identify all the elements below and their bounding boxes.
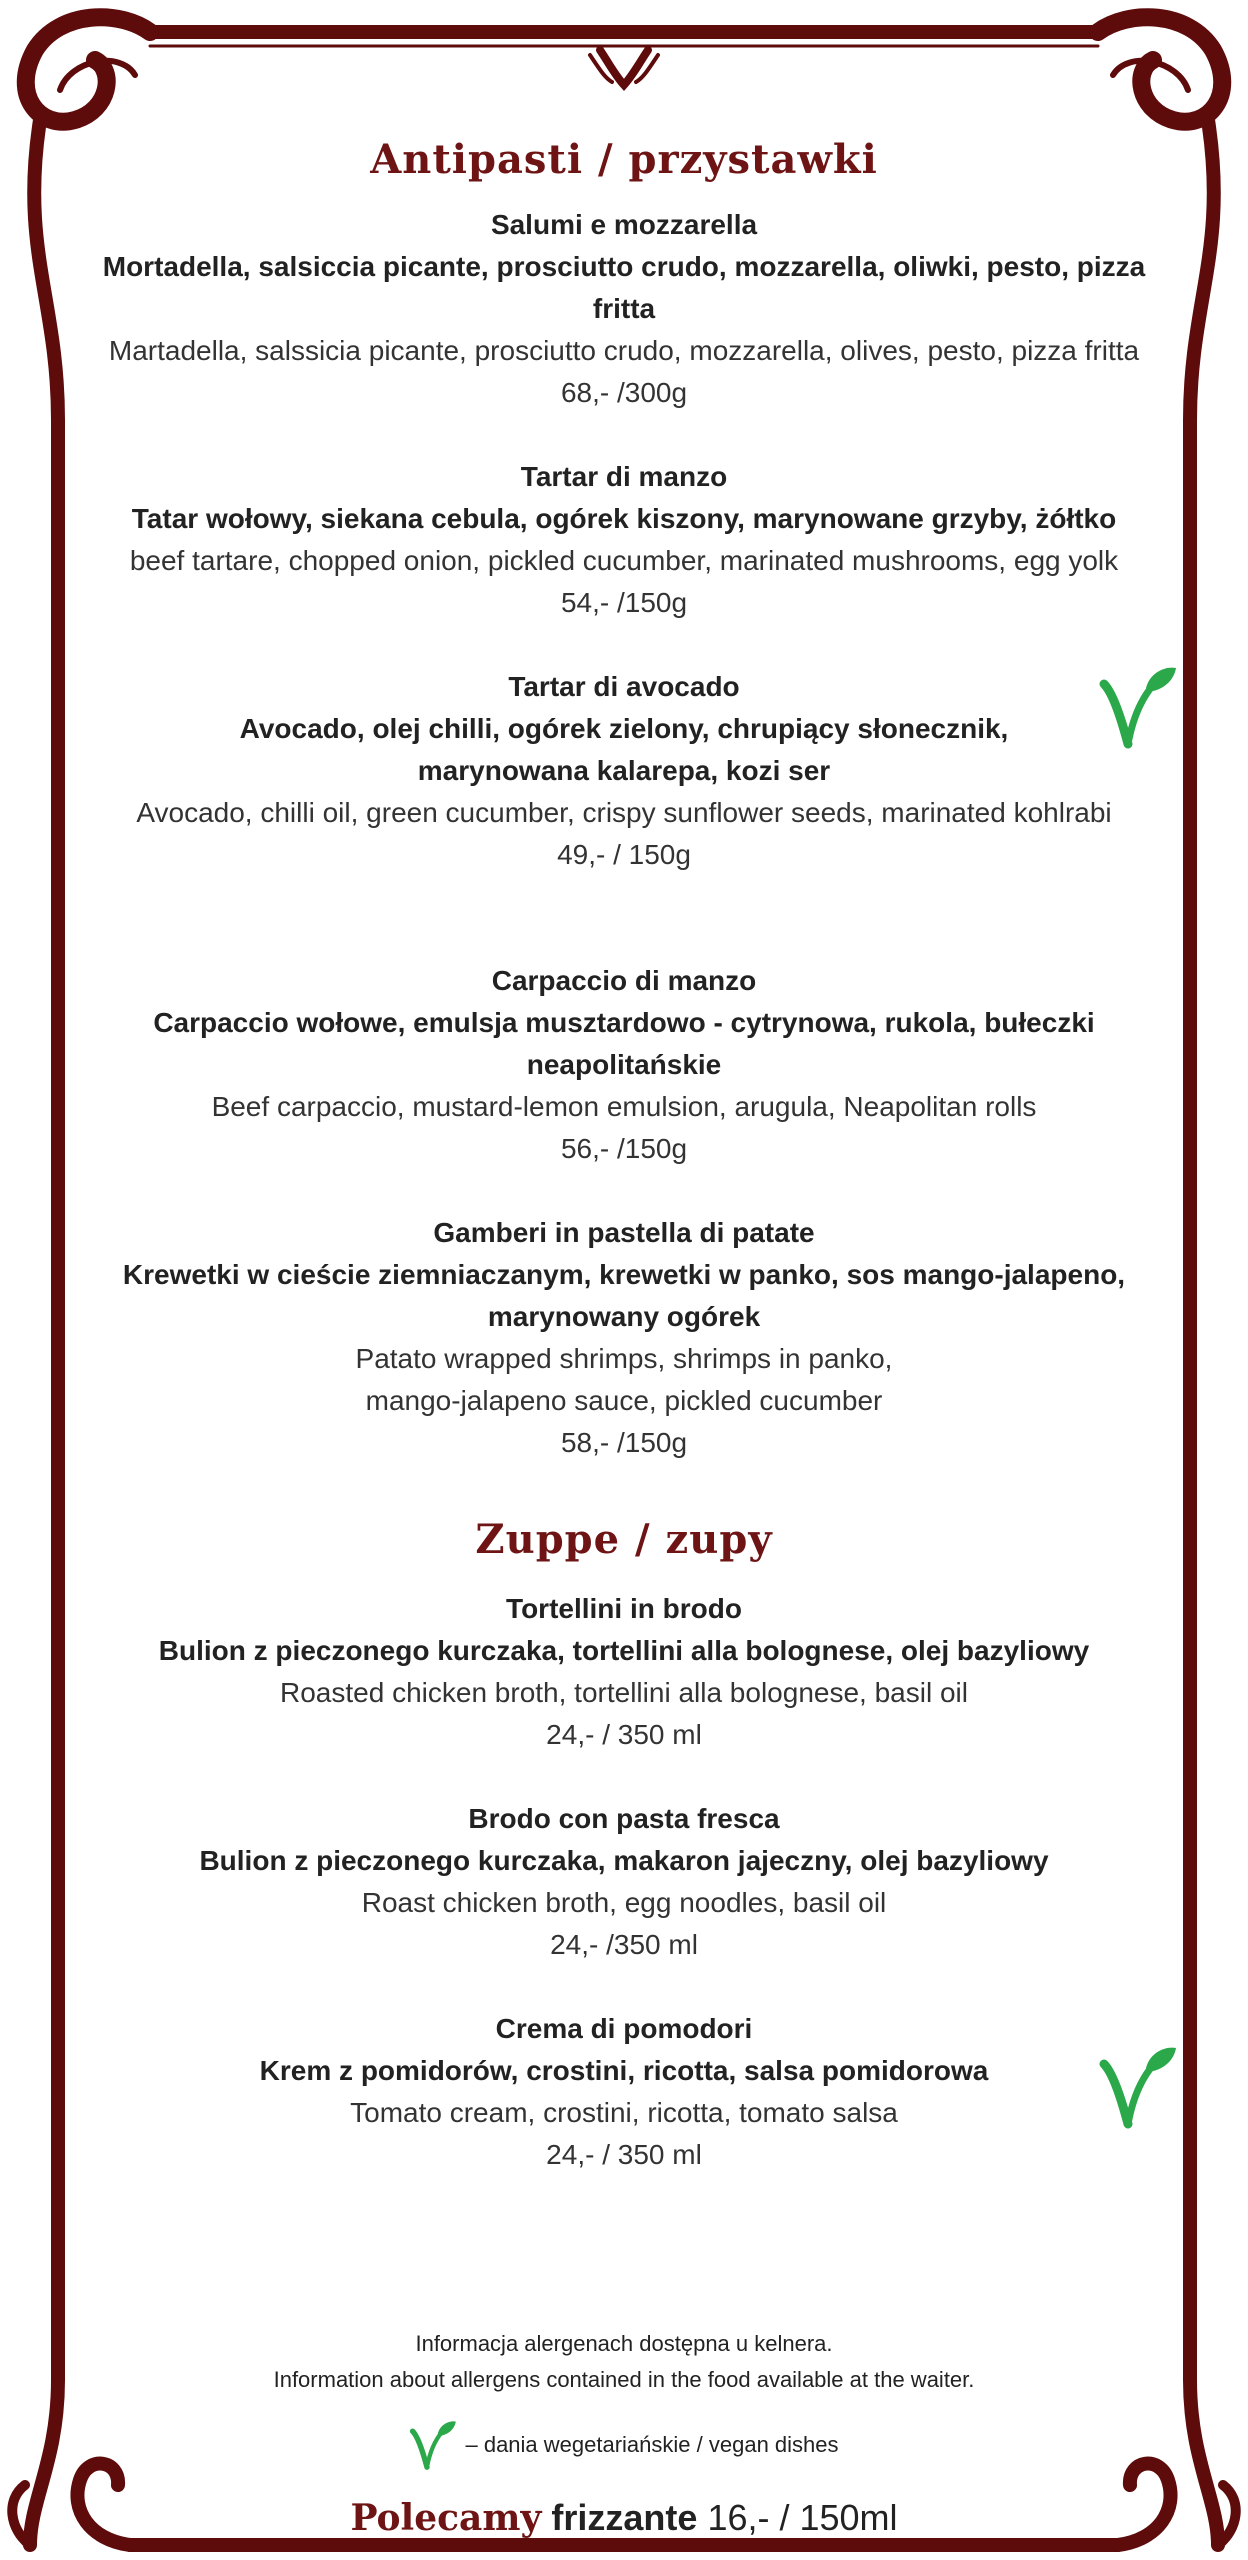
dish-name: Tortellini in brodo — [506, 1593, 742, 1624]
recommend-word: Polecamy — [350, 2497, 542, 2539]
dish-name: Carpaccio di manzo — [491, 965, 757, 996]
dish-salumi-e-mozzarella — [100, 204, 1148, 414]
dish-description-pl: marynowany ogórek — [487, 1301, 761, 1332]
dish-tortellini-in-brodo — [100, 1588, 1148, 1756]
allergen-note-pl: Informacja alergenach dostępna u kelnera. — [415, 2331, 833, 2356]
dish-description-en: beef tartare, chopped onion, pickled cucumber, marinated mushrooms, egg yolk — [129, 545, 1119, 576]
dish-description-en: Avocado, chilli oil, green cucumber, crispy sunflower seeds, marinated kohlrabi — [136, 797, 1112, 828]
dish-name: Tartar di avocado — [508, 671, 740, 702]
dish-carpaccio-di-manzo — [100, 960, 1148, 1170]
dish-description-pl: Bulion z pieczonego kurczaka, tortellini alla bolognese, olej bazyliowy — [158, 1635, 1090, 1666]
dish-gamberi-in-pastella — [100, 1212, 1148, 1464]
recommend-price: 16,- / 150ml — [707, 2497, 898, 2538]
dish-description-en: Beef carpaccio, mustard-lemon emulsion, arugula, Neapolitan rolls — [211, 1091, 1037, 1122]
dish-description-en: Roasted chicken broth, tortellini alla bolognese, basil oil — [280, 1677, 968, 1708]
recommendation — [100, 2494, 1148, 2542]
dish-name: Gamberi in pastella di patate — [433, 1217, 815, 1248]
dish-brodo-con-pasta-fresca — [100, 1798, 1148, 1966]
vegan-leaf-icon — [1098, 2042, 1178, 2132]
dish-description-pl: marynowana kalarepa, kozi ser — [417, 755, 831, 786]
dish-description-en: Tomato cream, crostini, ricotta, tomato salsa — [350, 2097, 898, 2128]
dish-tartar-di-manzo — [100, 456, 1148, 624]
allergen-note-en: Information about allergens contained in the food available at the waiter. — [273, 2367, 975, 2392]
dish-description-pl: Mortadella, salsiccia picante, prosciutto crudo, mozzarella, oliwki, pesto, pizza fritta — [102, 251, 1146, 324]
dish-price: 54,- /150g — [560, 587, 688, 618]
dish-price: 49,- / 150g — [557, 839, 691, 870]
dish-price: 58,- /150g — [560, 1427, 688, 1458]
dish-description-pl: Krewetki w cieście ziemniaczanym, krewetki w panko, sos mango-jalapeno, — [122, 1259, 1126, 1290]
dish-name: Salumi e mozzarella — [490, 209, 758, 240]
section-title-zuppe: Zuppe / zupy — [475, 1516, 773, 1563]
dish-price: 24,- / 350 ml — [546, 1719, 702, 1750]
dish-description-en: mango-jalapeno sauce, pickled cucumber — [365, 1385, 883, 1416]
vegan-legend — [100, 2418, 1148, 2472]
dish-price: 68,- /300g — [560, 377, 688, 408]
dish-description-pl: Tatar wołowy, siekana cebula, ogórek kiszony, marynowane grzyby, żółtko — [131, 503, 1117, 534]
dish-tartar-di-avocado — [100, 666, 1148, 876]
menu-content — [100, 130, 1148, 2542]
dish-description-en: Martadella, salssicia picante, prosciutto crudo, mozzarella, olives, pesto, pizza fritta — [108, 335, 1140, 366]
vegan-leaf-icon — [1098, 662, 1178, 752]
dish-crema-di-pomodori — [100, 2008, 1148, 2176]
dish-price: 24,- /350 ml — [550, 1929, 698, 1960]
recommend-item: frizzante — [551, 2497, 698, 2538]
dish-description-pl: Krem z pomidorów, crostini, ricotta, salsa pomidorowa — [259, 2055, 989, 2086]
dish-name: Tartar di manzo — [520, 461, 728, 492]
dish-name: Crema di pomodori — [495, 2013, 753, 2044]
vegan-leaf-icon — [409, 2418, 457, 2472]
dish-description-en: Roast chicken broth, egg noodles, basil oil — [361, 1887, 887, 1918]
dish-name: Brodo con pasta fresca — [468, 1803, 780, 1834]
dish-price: 56,- /150g — [560, 1133, 688, 1164]
dish-description-en: Patato wrapped shrimps, shrimps in panko, — [355, 1343, 893, 1374]
dish-price: 24,- / 350 ml — [546, 2139, 702, 2170]
dish-description-pl: Carpaccio wołowe, emulsja musztardowo - cytrynowa, rukola, bułeczki neapolitańskie — [153, 1007, 1095, 1080]
section-title-antipasti: Antipasti / przystawki — [370, 136, 878, 183]
vegan-legend-text: – dania wegetariańskie / vegan dishes — [465, 2432, 839, 2457]
dish-description-pl: Avocado, olej chilli, ogórek zielony, chrupiący słonecznik, — [239, 713, 1009, 744]
dish-description-pl: Bulion z pieczonego kurczaka, makaron jajeczny, olej bazyliowy — [199, 1845, 1049, 1876]
